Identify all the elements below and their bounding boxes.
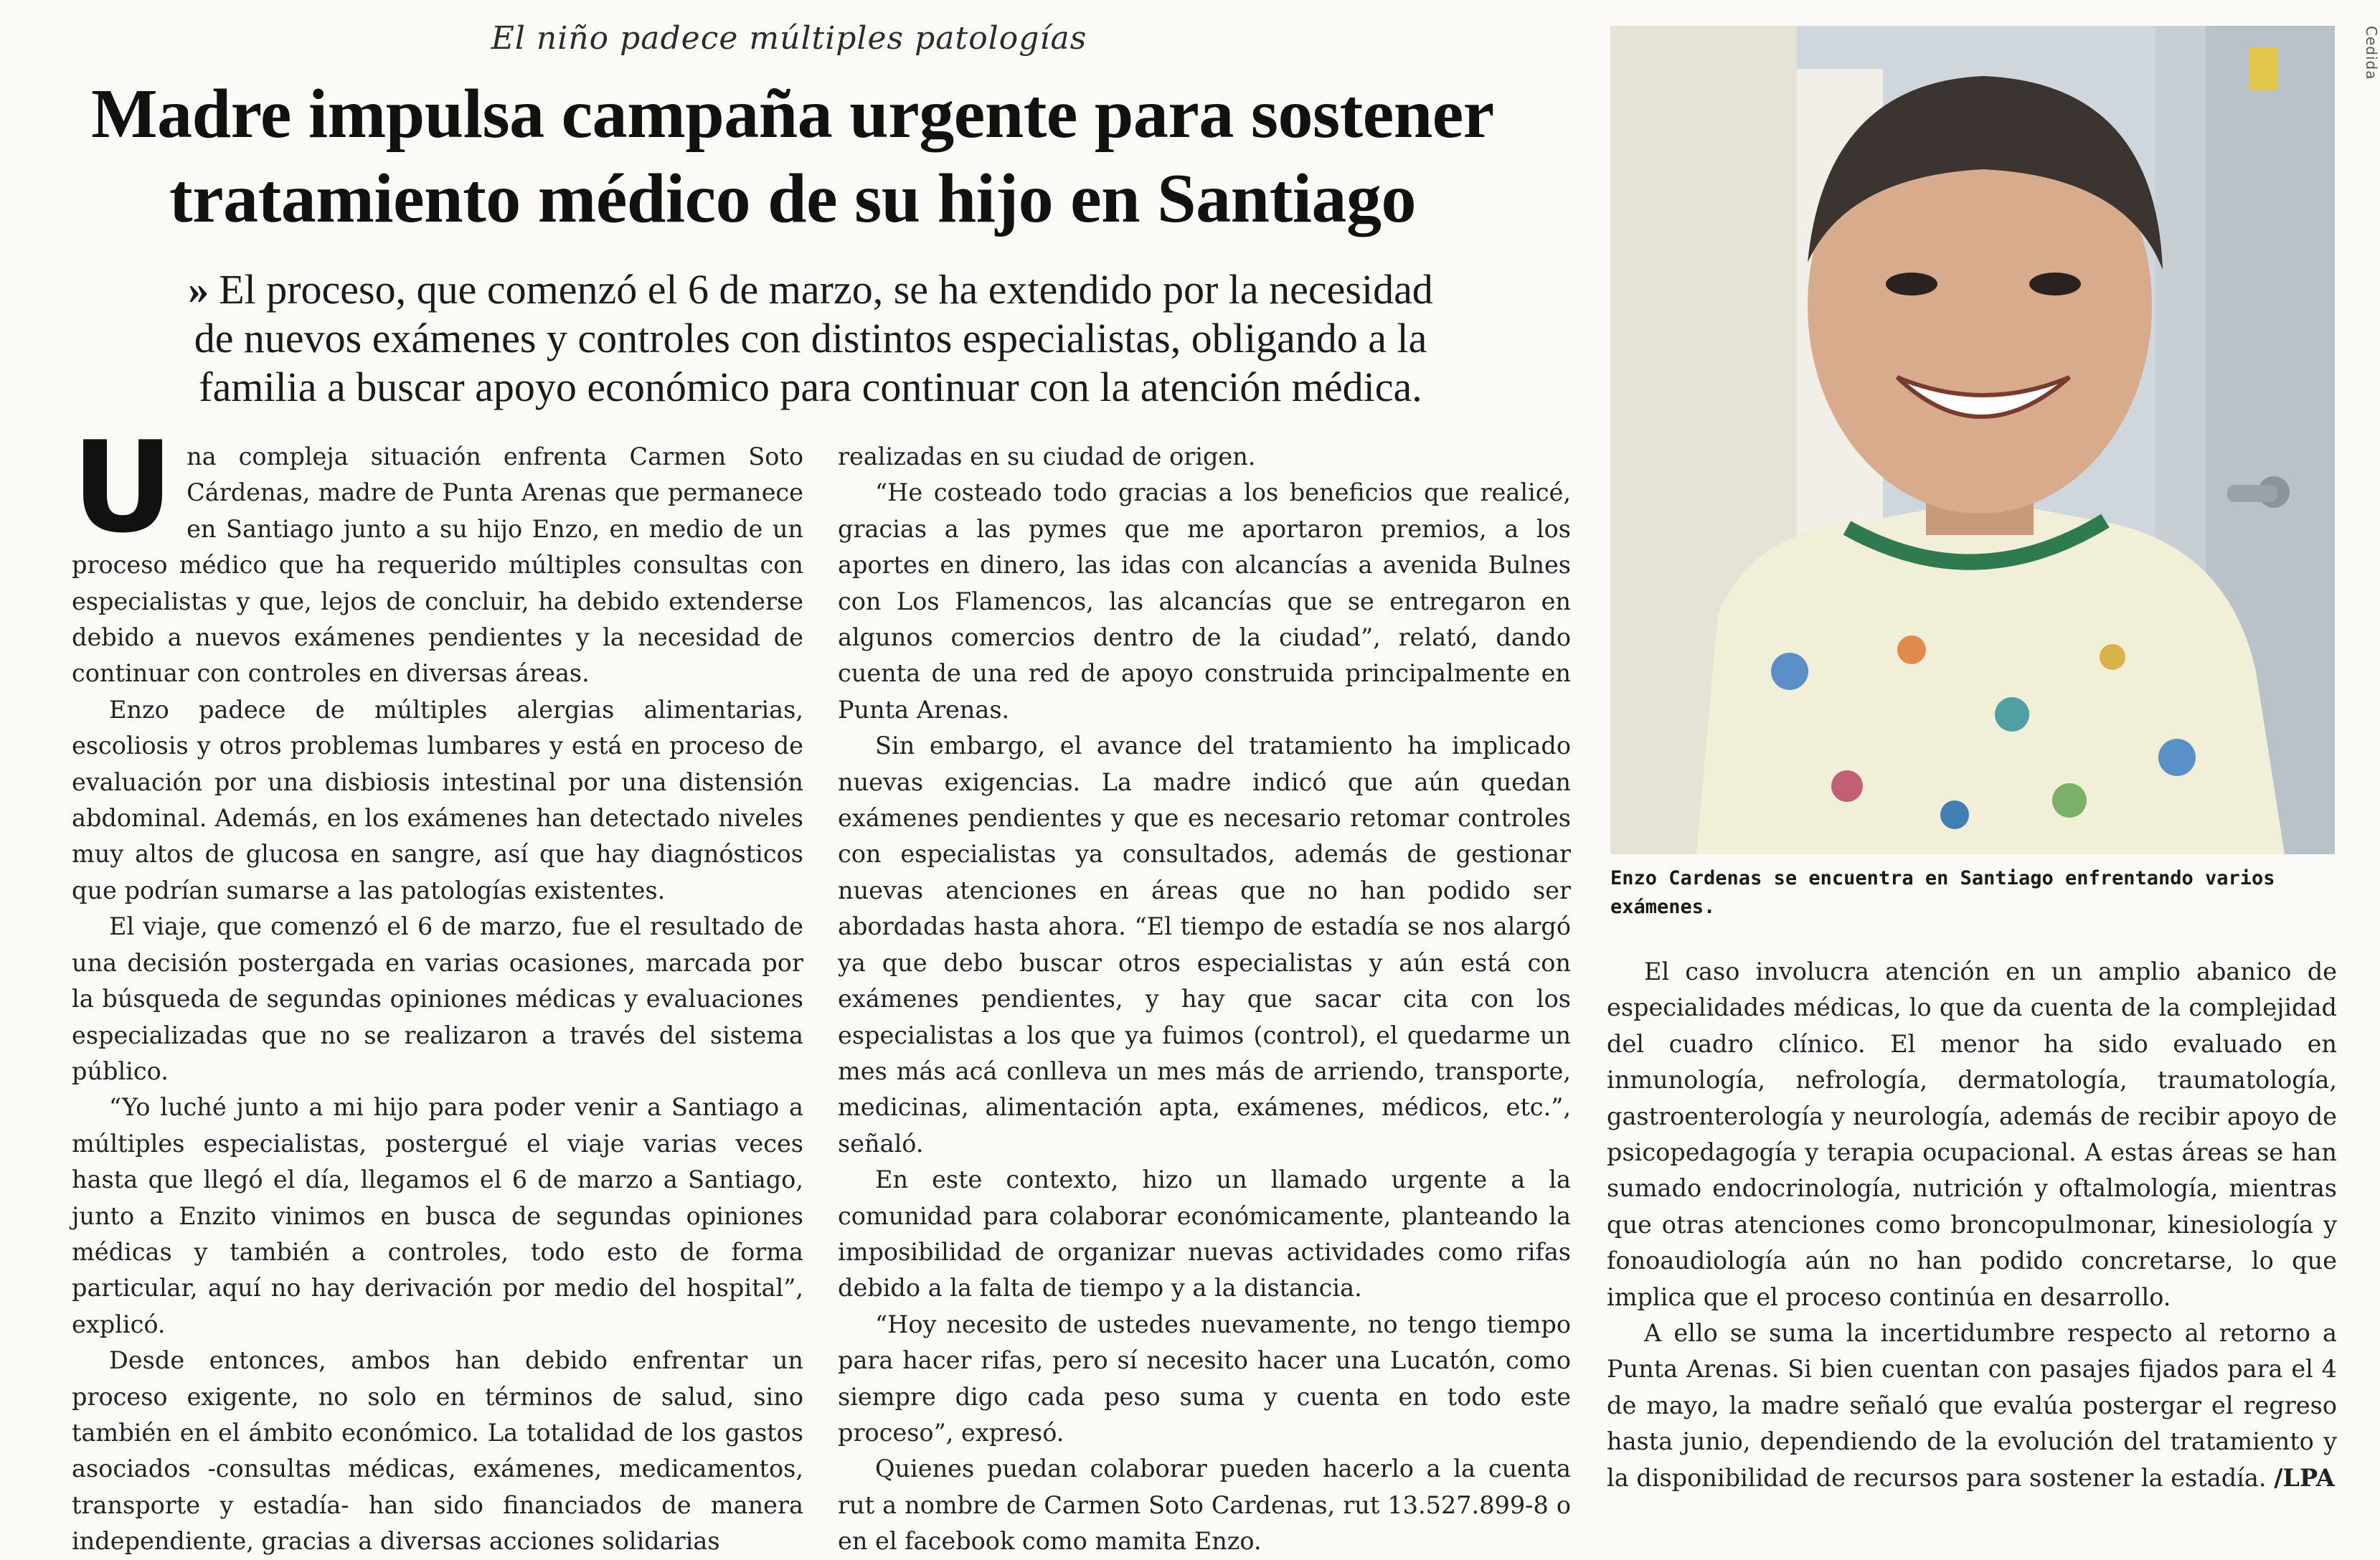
- photo-illustration: [1610, 26, 2335, 854]
- deck-text: El proceso, que comenzó el 6 de marzo, se ha extendido por la necesidad de nuevos exámenes y controles con distintos especialistas, obligando a la familia a buscar apoyo económico para continuar con la atención médica.: [194, 266, 1433, 410]
- body-column-2: [838, 439, 1571, 1560]
- author-signature: /LPA: [2274, 1463, 2335, 1492]
- paragraph: [1607, 1315, 2337, 1496]
- paragraph: Quienes puedan colaborar pueden hacerlo a la cuenta rut a nombre de Carmen Soto Cardenas, rut 13.527.899-8 o en el facebook como mamita Enzo.: [838, 1455, 1571, 1556]
- paragraph: [72, 415, 803, 692]
- paragraph: Desde entonces, ambos han debido enfrentar un proceso exigente, no solo en términos de salud, sino también en el ámbito económico. La totalidad de los gastos asociados -consultas médicas, exámenes, medicamentos, transporte y estadía- han sido financiados de manera independiente, gracias a diversas acciones solidarias: [72, 1346, 803, 1556]
- photo-caption: Enzo Cardenas se encuentra en Santiago enfrentando varios exámenes.: [1610, 867, 2275, 918]
- paragraph: El caso involucra atención en un amplio abanico de especialidades médicas, lo que da cuenta de la complejidad del cuadro clínico. El menor ha sido evaluado en inmunología, nefrología, dermatología, traumatología, gastroenterología y neurología, además de recibir apoyo de psicopedagogía y terapia ocupacional. A estas áreas se han sumado endocrinología, nutrición y oftalmología, mientras que otras atenciones como broncopulmonar, kinesiología y fonoaudiología aún no han podido concretarse, lo que implica que el proceso continúa en desarrollo.: [1607, 958, 2337, 1311]
- headline-line-1: Madre impulsa campaña urgente para sostener: [91, 75, 1494, 153]
- body-column-1: [72, 415, 803, 1560]
- kicker: El niño padece múltiples patologías: [491, 20, 1087, 57]
- drop-cap: U: [72, 415, 174, 561]
- paragraph: “He costeado todo gracias a los beneficios que realicé, gracias a las pymes que me aportaron premios, a los aportes en dinero, las idas con alcancías a avenida Bulnes con Los Flamencos, las alcancías que se entregaron en algunos comercios dentro de la ciudad”, relató, dando cuenta de una red de apoyo construida principalmente en Punta Arenas.: [838, 478, 1571, 724]
- headline-line-2: tratamiento médico de su hijo en Santiago: [169, 160, 1416, 237]
- paragraph: realizadas en su ciudad de origen.: [838, 443, 1256, 471]
- deck-marker-icon: »: [188, 266, 209, 313]
- paragraph: “Hoy necesito de ustedes nuevamente, no tengo tiempo para hacer rifas, pero sí necesito hacer una Lucatón, como siempre digo cada peso suma y cuenta en todo este proceso”, expresó.: [838, 1310, 1571, 1447]
- photo-credit: Cedida: [2363, 26, 2380, 80]
- photo-enzo: [1610, 26, 2335, 854]
- paragraph-text: na compleja situación enfrenta Carmen Soto Cárdenas, madre de Punta Arenas que permanece en Santiago junto a su hijo Enzo, en medio de un proceso médico que ha requerido múltiples consultas con especialistas y que, lejos de concluir, ha debido extenderse debido a nuevos exámenes pendientes y la necesidad de continuar con controles en diversas áreas.: [72, 443, 803, 688]
- headline: [43, 72, 1542, 241]
- body-column-3: [1607, 954, 2337, 1496]
- paragraph: “Yo luché junto a mi hijo para poder venir a Santiago a múltiples especialistas, postergué el viaje varias veces hasta que llegó el día, llegamos el 6 de marzo a Santiago, junto a Enzito vinimos en busca de segundas opiniones médicas y también a controles, todo esto de forma particular, aquí no hay derivación por medio del hospital”, explicó.: [72, 1093, 803, 1338]
- paragraph-text: A ello se suma la incertidumbre respecto al retorno a Punta Arenas. Si bien cuentan con pasajes fijados para el 4 de mayo, la madre señaló que evalúa postergar el regreso hasta junio, dependiendo de la evolución del tratamiento y la disponibilidad de recursos para sostener la estadía.: [1607, 1319, 2337, 1492]
- paragraph: El viaje, que comenzó el 6 de marzo, fue el resultado de una decisión postergada en varias ocasiones, marcada por la búsqueda de segundas opiniones médicas y evaluaciones especializadas que no se realizaron a través del sistema público.: [72, 912, 803, 1085]
- paragraph: En este contexto, hizo un llamado urgente a la comunidad para colaborar económicamente, planteando la imposibilidad de organizar nuevas actividades como rifas debido a la falta de tiempo y a la distancia.: [838, 1166, 1571, 1303]
- paragraph: Enzo padece de múltiples alergias alimentarias, escoliosis y otros problemas lumbares y está en proceso de evaluación por una disbiosis intestinal por una distensión abdominal. Además, en los exámenes han detectado niveles muy altos de glucosa en sangre, así que hay diagnósticos que podrían sumarse a las patologías existentes.: [72, 695, 803, 904]
- paragraph: Sin embargo, el avance del tratamiento ha implicado nuevas exigencias. La madre indicó que aún quedan exámenes pendientes y que es necesario retomar controles con especialistas ya consultados, además de gestionar nuevas atenciones en áreas que no han podido ser abordadas hasta ahora. “El tiempo de estadía se nos alargó ya que debo buscar otros especialistas y aún está con exámenes pendientes, y hay que sacar cita con los especialistas a los que ya fuimos (control), el quedarme un mes más acá conlleva un mes más de arriendo, transporte, medicinas, alimentación apta, exámenes, médicos, etc.”, señaló.: [838, 732, 1571, 1158]
- deck: [179, 265, 1442, 412]
